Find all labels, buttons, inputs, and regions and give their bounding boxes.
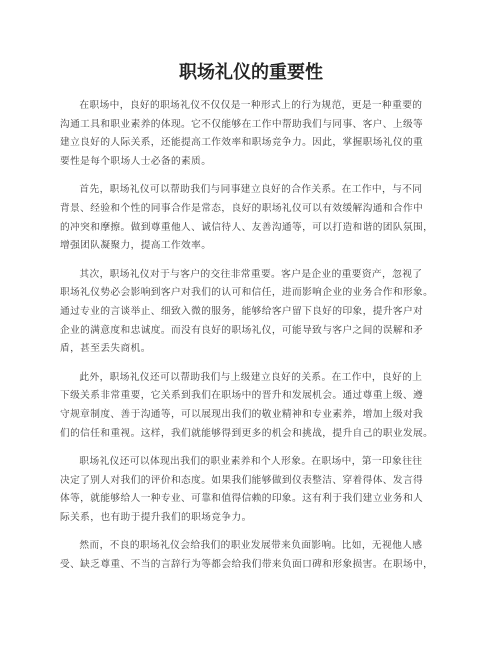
paragraph-line: 要性是每个职场人士必备的素质。 (60, 155, 212, 167)
paragraph-line: 增强团队凝聚力，提高工作效率。 (60, 240, 212, 252)
paragraph-line: 盾，甚至丢失商机。 (60, 343, 151, 355)
paragraph-line: 的冲突和摩擦。做到尊重他人、诚信待人、友善沟通等，可以打造和谐的团队氛围， (60, 221, 434, 233)
document-body (60, 97, 440, 585)
paragraph-line: 首先，职场礼仪可以帮助我们与同事建立良好的合作关系。在工作中，与不同 (79, 184, 423, 196)
paragraph-line: 职场礼仪势必会影响到客户对我们的认可和信任，进而影响企业的业务合作和形象。 (60, 287, 434, 299)
paragraph-5 (60, 453, 440, 527)
paragraph-line: 其次，职场礼仪对于与客户的交往非常重要。客户是企业的重要资产，忽视了 (79, 268, 423, 280)
paragraph-6 (60, 537, 440, 574)
paragraph-line: 然而，不良的职场礼仪会给我们的职业发展带来负面影响。比如，无视他人感 (79, 540, 423, 552)
paragraph-line: 下级关系非常重要，它关系到我们在职场中的晋升和发展机会。通过尊重上级、遵 (60, 390, 424, 402)
paragraph-line: 建立良好的人际关系，还能提高工作效率和职场竞争力。因此，掌握职场礼仪的重 (60, 137, 424, 149)
paragraph-line: 在职场中，良好的职场礼仪不仅仅是一种形式上的行为规范，更是一种重要的 (79, 100, 423, 111)
paragraph-line: 此外，职场礼仪还可以帮助我们与上级建立良好的关系。在工作中，良好的上 (79, 371, 423, 383)
paragraph-2 (60, 181, 440, 255)
paragraph-line: 们的信任和重视。这样，我们就能够得到更多的机会和挑战，提升自己的职业发展。 (60, 427, 434, 439)
paragraph-3 (60, 266, 440, 359)
paragraph-line: 体等，就能够给人一种专业、可靠和值得信赖的印象。这有利于我们建立业务和人 (60, 493, 424, 505)
paragraph-line: 际关系，也有助于提升我们的职场竞争力。 (60, 511, 252, 523)
paragraph-line: 决定了别人对我们的评价和态度。如果我们能够做到仪表整洁、穿着得体、发言得 (60, 474, 424, 486)
paragraph-line: 受、缺乏尊重、不当的言辞行为等都会给我们带来负面口碑和形象损害。在职场中， (60, 559, 434, 571)
paragraph-line: 沟通工具和职业素养的体现。它不仅能够在工作中帮助我们与同事、客户、上级等 (60, 118, 424, 130)
paragraph-line: 背景、经验和个性的同事合作是常态，良好的职场礼仪可以有效缓解沟通和合作中 (60, 202, 424, 214)
paragraph-line: 职场礼仪还可以体现出我们的职业素养和个人形象。在职场中，第一印象往往 (79, 456, 423, 468)
paragraph-4 (60, 369, 440, 443)
paragraph-line: 企业的满意度和忠诚度。而没有良好的职场礼仪，可能导致与客户之间的误解和矛 (60, 324, 424, 336)
document-title: 职场礼仪的重要性 (179, 62, 323, 83)
paragraph-line: 守规章制度、善于沟通等，可以展现出我们的敬业精神和专业素养，增加上级对我 (60, 408, 424, 420)
paragraph-1 (60, 97, 440, 171)
paragraph-line: 通过专业的言谈举止、细致入微的服务，能够给客户留下良好的印象，提升客户对 (60, 305, 424, 317)
